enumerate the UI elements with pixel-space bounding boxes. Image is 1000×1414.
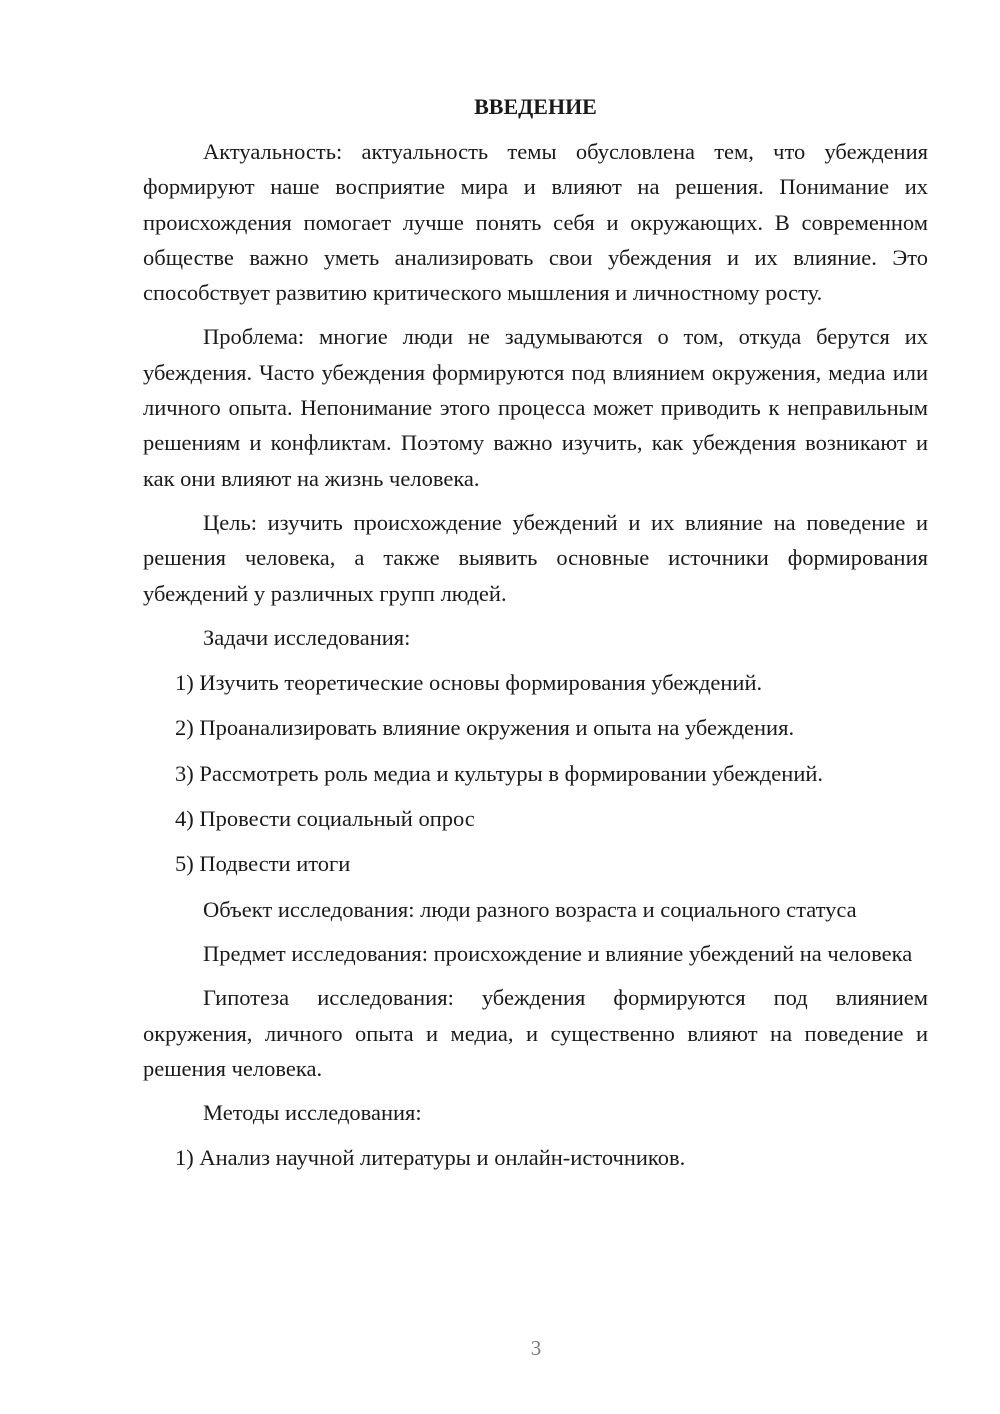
subject-paragraph: Предмет исследования: происхождение и влияние убеждений на человека — [203, 940, 913, 966]
tasks-list — [143, 665, 928, 881]
relevance-paragraph: Актуальность: актуальность темы обусловлена тем, что убеждения формируют наше восприятие мира и влияют на решения. Понимание их происхождения помогает лучше понять себя и окружающих. В современном обществе важно уметь анализировать свои убеждения и их влияние. Это способствует развитию критического мышления и личностному росту. — [143, 139, 928, 306]
methods-heading: Методы исследования: — [203, 1100, 422, 1126]
problem-paragraph: Проблема: многие люди не задумываются о том, откуда берутся их убеждения. Часто убеждения формируются под влиянием окружения, медиа или личного опыта. Непонимание этого процесса может приводить к неправильным решениям и конфликтам. Поэтому важно изучить, как убеждения возникают и как они влияют на жизнь человека. — [143, 324, 928, 491]
section-title: ВВЕДЕНИЕ — [474, 94, 597, 119]
page-number: 3 — [530, 1336, 542, 1360]
list-item: 1) Изучить теоретические основы формирования убеждений. — [175, 670, 763, 696]
list-item: 2) Проанализировать влияние окружения и опыта на убеждения. — [175, 715, 795, 741]
hypothesis-paragraph: Гипотеза исследования: убеждения формируются под влиянием окружения, личного опыта и медиа, и существенно влияют на поведение и решения человека. — [143, 985, 928, 1081]
list-item: 5) Подвести итоги — [175, 851, 351, 877]
tasks-heading: Задачи исследования: — [203, 624, 411, 650]
list-item: 1) Анализ научной литературы и онлайн-источников. — [175, 1145, 686, 1171]
list-item: 3) Рассмотреть роль медиа и культуры в формировании убеждений. — [175, 760, 824, 786]
document-page — [143, 92, 928, 1186]
object-paragraph: Объект исследования: люди разного возраста и социального статуса — [203, 896, 857, 922]
methods-list — [143, 1140, 928, 1175]
list-item: 4) Провести социальный опрос — [175, 806, 475, 832]
goal-paragraph: Цель: изучить происхождение убеждений и их влияние на поведение и решения человека, а также выявить основные источники формирования убеждений у различных групп людей. — [143, 509, 928, 606]
